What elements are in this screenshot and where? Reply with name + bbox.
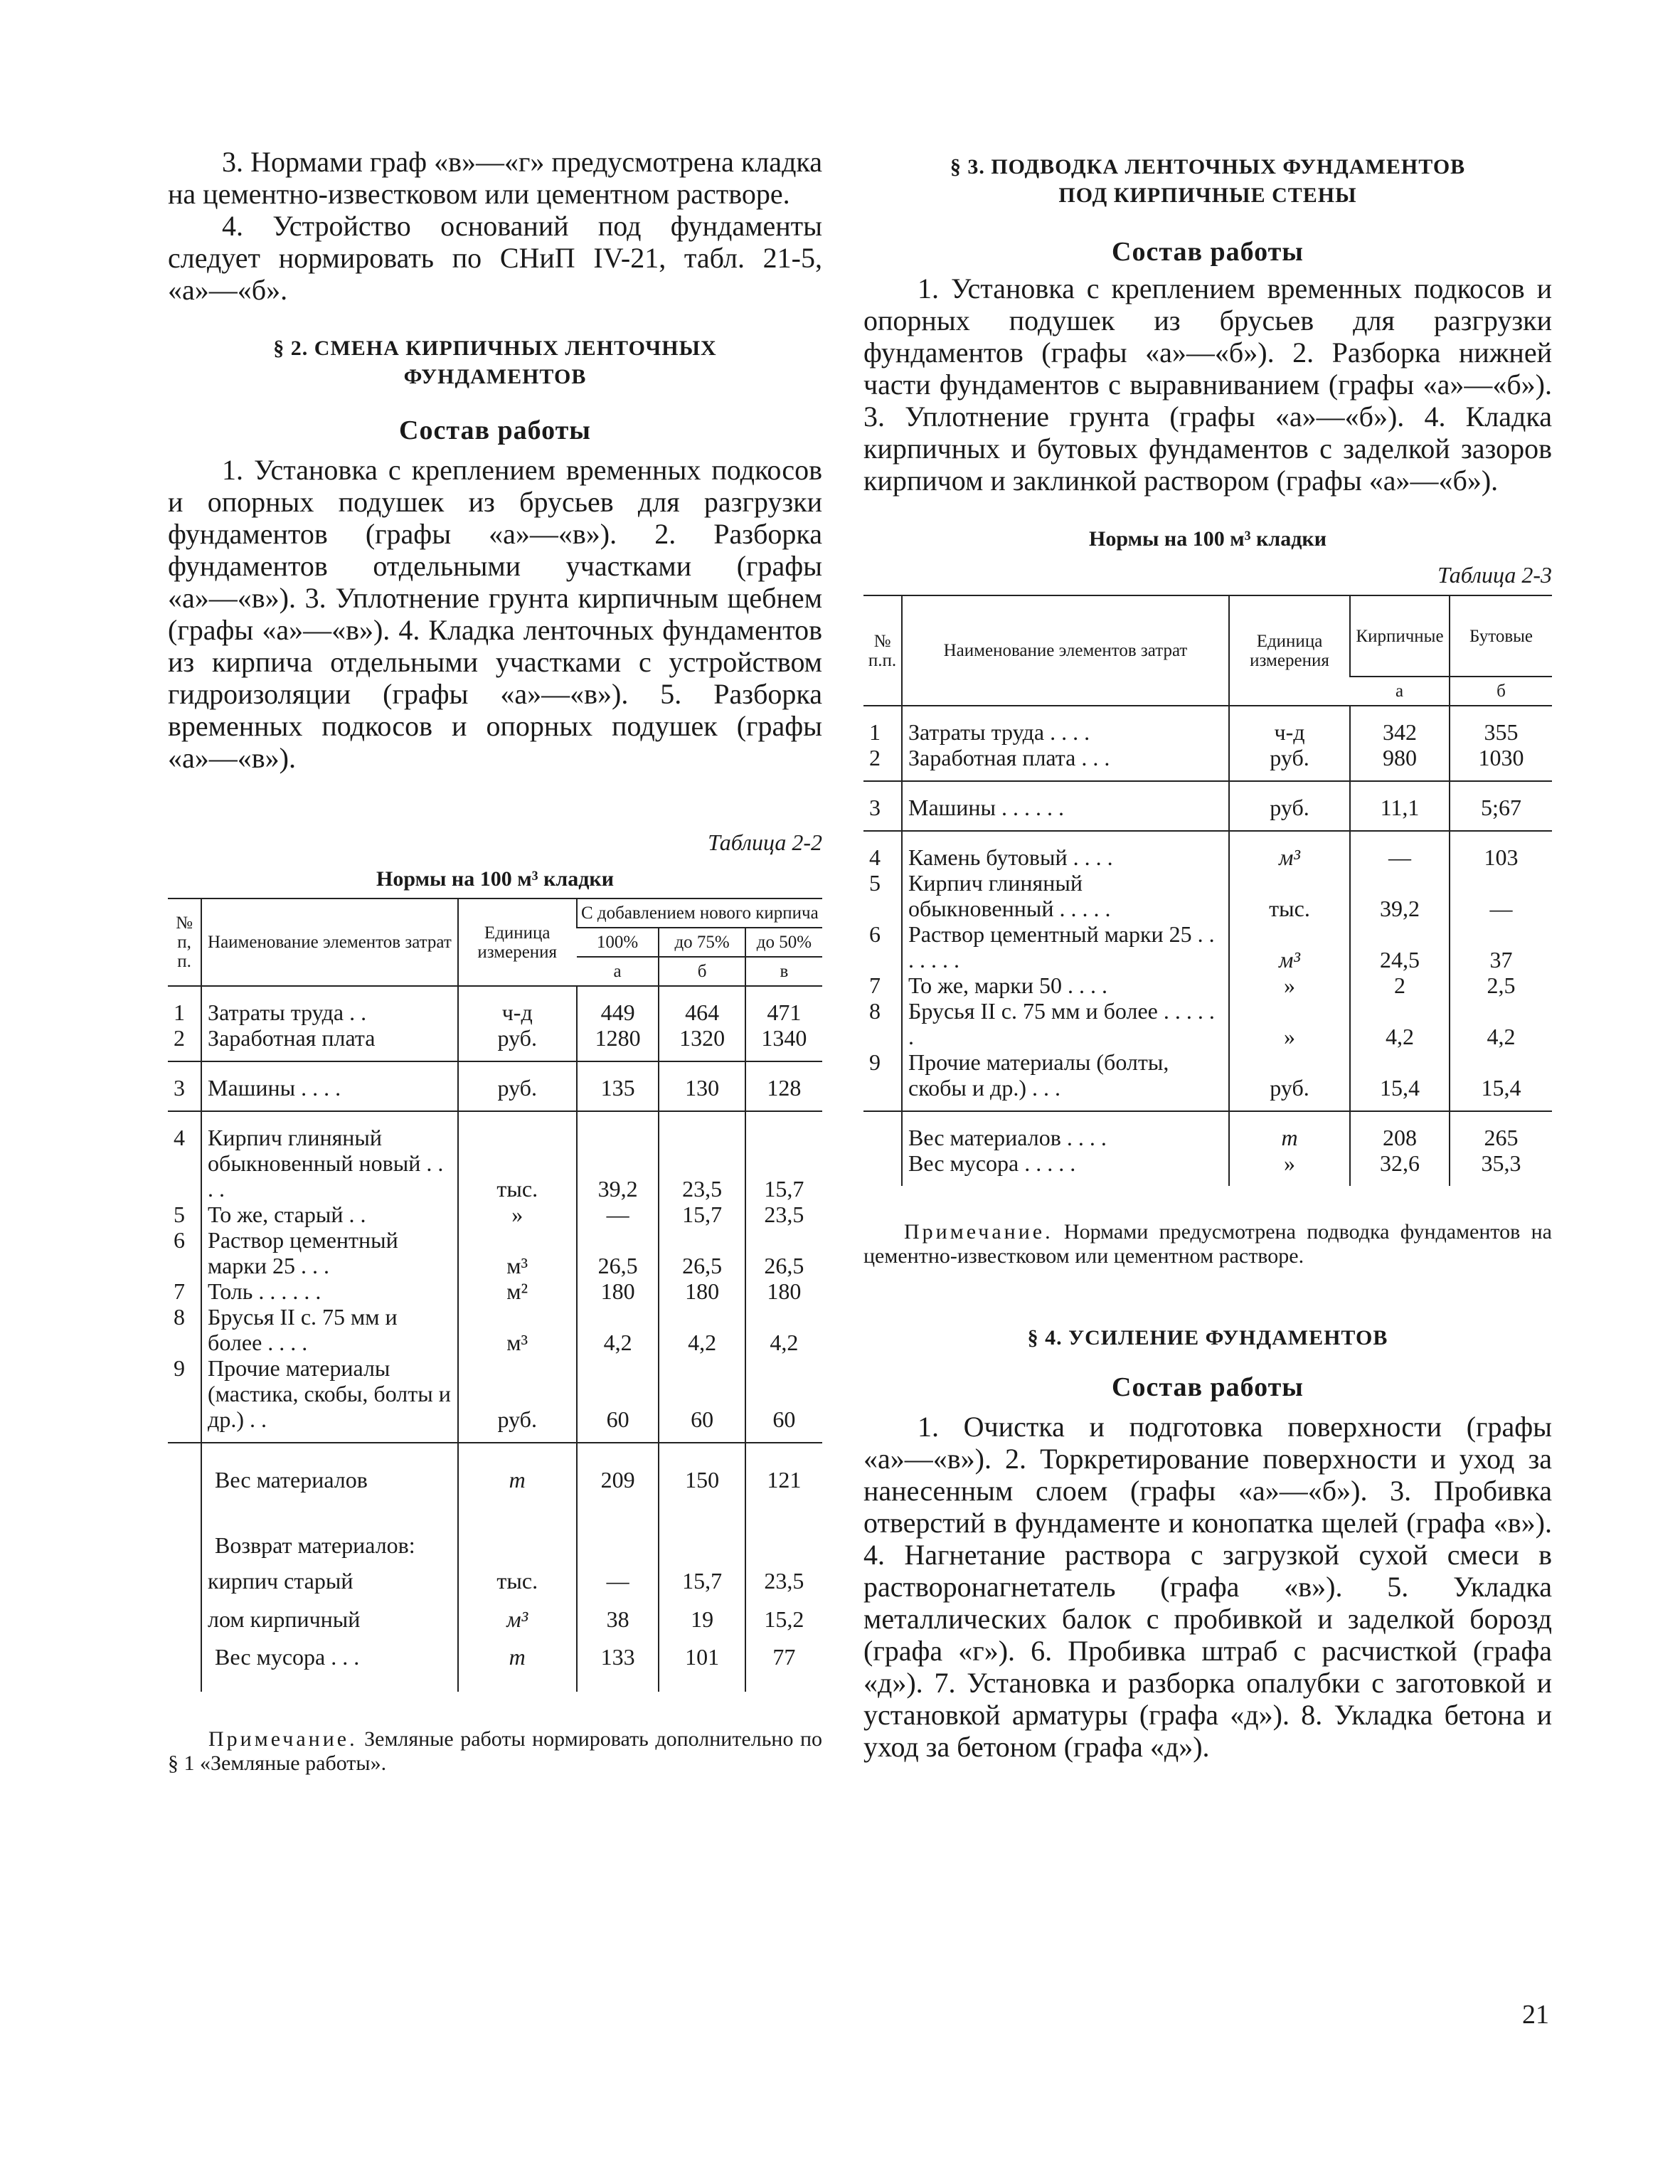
header-name: Наименование элементов затрат [201,898,458,986]
row-number [863,1111,902,1150]
row-unit: руб. [458,1355,577,1443]
table-note [168,1727,822,1776]
row-unit: руб. [1229,745,1350,781]
row-value-c: 26,5 [745,1227,822,1278]
row-number: 2 [168,1025,201,1061]
row-value-c: 4,2 [745,1304,822,1355]
row-name: Кирпич глиняный обыкновенный . . . . . [902,870,1229,921]
row-unit: тыс. [458,1558,577,1594]
table-row [168,1632,822,1692]
table-row [168,1278,822,1304]
row-number: 4 [869,844,881,870]
row-value-a: 180 [577,1278,659,1304]
work-description: 1. Установка с креплением временных подкосов и опорных подушек из брусьев для разгрузки фундаментов (графы «а»—«в»). 2. Разборка фундаментов отдельными участками (графы «а»—«в»). 3. Уплотнение грунта кирпичным щебнем (графы «а»—«в»). 4. Кладка ленточных фундаментов из кирпича отдельными участками с устройством гидроизоляции (графы «а»—«в»). 5. Разборка временных подкосов и опорных подушек (графы «а»—«в»). [168,454,822,774]
table-row [168,1025,822,1061]
row-number: 9 [863,1049,902,1111]
row-name: Заработная плата . . . [902,745,1229,781]
row-value-a: 39,2 [577,1111,659,1202]
row-unit: тыс. [1229,870,1350,921]
header-unit: Единица измерения [1229,595,1350,706]
table-row [863,781,1552,831]
row-value-a: 15,4 [1350,1049,1450,1111]
row-name: Возврат материалов: [201,1493,458,1558]
row-value-c: 23,5 [745,1202,822,1227]
header-number: № п, п. [168,898,201,986]
row-value-b: 2,5 [1450,972,1552,998]
row-value-a: 38 [577,1594,659,1632]
row-value-a: 4,2 [577,1304,659,1355]
row-value-c: 1340 [745,1025,822,1061]
note-text: Земляные работы нормировать дополнительно по § 1 «Земляные работы». [168,1727,822,1775]
row-name: кирпич старый [201,1558,458,1594]
row-value-b: 355 [1450,706,1552,745]
row-value-a: 980 [1350,745,1450,781]
left-column [168,146,822,1797]
row-unit: ч-д [1229,706,1350,745]
row-value-b: 1030 [1450,745,1552,781]
row-name: Заработная плата [201,1025,458,1061]
row-number [168,1443,201,1493]
row-value-a [577,1493,659,1558]
row-value-b: 60 [659,1355,745,1443]
header-name: Наименование элементов затрат [902,595,1229,706]
row-name: Вес мусора . . . [201,1632,458,1692]
note-label: Примечание. [904,1220,1053,1244]
section-2-title-line2: ФУНДАМЕНТОВ [403,365,587,388]
paragraph-4: 4. Устройство оснований под фундаменты следует нормировать по СНиП IV-21, табл. 21-5, «а»—«б». [168,210,822,306]
row-name: Вес материалов . . . . [902,1111,1229,1150]
row-value-b: 265 [1450,1111,1552,1150]
table-row [863,831,1552,870]
header-letter-b: б [1450,677,1552,706]
row-unit: руб. [458,1061,577,1111]
note-label: Примечание. [208,1727,358,1751]
section-4-title: § 4. УСИЛЕНИЕ ФУНДАМЕНТОВ [1027,1326,1388,1350]
row-number: 1 [174,1000,185,1025]
header-unit: Единица измерения [458,898,577,986]
row-number [168,1558,201,1594]
table-row [168,1061,822,1111]
row-name: Машины . . . . . . [902,781,1229,831]
row-name: Толь . . . . . . [201,1278,458,1304]
row-number: 4 [174,1125,185,1150]
row-unit: м² [458,1278,577,1304]
row-unit: руб. [458,1025,577,1061]
row-unit: ч-д [458,986,577,1025]
section-2-title-line1: § 2. СМЕНА КИРПИЧНЫХ ЛЕНТОЧНЫХ [273,336,717,360]
row-number [168,1493,201,1558]
row-value-a: — [577,1202,659,1227]
row-value-b: — [1450,870,1552,921]
row-unit: » [458,1202,577,1227]
row-unit: » [1229,998,1350,1049]
table-caption: Нормы на 100 м³ кладки [376,867,614,891]
row-value-b: 26,5 [659,1227,745,1278]
table-row [168,1202,822,1227]
row-name: Затраты труда . . . . [902,706,1229,745]
row-value-a: — [577,1558,659,1594]
row-value-c: 15,7 [745,1111,822,1202]
row-value-a: 4,2 [1350,998,1450,1049]
work-description-2: 1. Очистка и подготовка поверхности (графы «а»—«в»). 2. Торкретирование поверхности и уход за нанесенным слоем (графы «а»—«б»). 3. Пробивка отверстий в фундаменте и конопатка щелей (графа «в»). 4. Нагнетание раствора с загрузкой сухой смеси в растворонагнетатель (графа «в»). 5. Укладка металлических балок с пробивкой и заделкой борозд (графа «г»). 6. Пробивка штраб с расчисткой (графа «д»). 7. Установка и разборка опалубки с заготовкой и установкой арматуры (графа «д»). 8. Укладка бетона и уход за бетоном (графа «д»). [863,1411,1552,1763]
table-row [863,1150,1552,1186]
row-value-b: 150 [659,1443,745,1493]
table-row [863,972,1552,998]
right-column [863,153,1552,1763]
row-value-b: 464 [659,986,745,1025]
row-value-c: 471 [745,986,822,1025]
row-value-b: 1320 [659,1025,745,1061]
row-unit: м³ [458,1227,577,1278]
table-row [168,1111,822,1202]
row-value-b: 15,7 [659,1558,745,1594]
header-letter-c: в [745,957,822,986]
row-number [863,1150,902,1186]
row-value-a: 135 [577,1061,659,1111]
header-letter-b: б [659,957,745,986]
work-heading: Состав работы [399,415,591,445]
row-value-a: 11,1 [1350,781,1450,831]
row-value-a: 24,5 [1350,921,1450,972]
row-name: Прочие материалы (болты, скобы и др.) . . . [902,1049,1229,1111]
table-row [168,986,822,1025]
note-text: Нормами предусмотрена подводка фундаментов на цементно-известковом или цементном растворе. [863,1220,1552,1268]
section-3-title [863,153,1552,210]
row-unit: м³ [1229,831,1350,870]
row-value-b: 15,7 [659,1202,745,1227]
row-name: Камень бутовый . . . . [902,831,1229,870]
header-letter-a: а [577,957,659,986]
row-value-b: 4,2 [659,1304,745,1355]
row-value-a: 209 [577,1443,659,1493]
row-number: 2 [863,745,902,781]
header-col-3: до 50% [745,928,822,957]
table-row [168,1443,822,1493]
page-number: 21 [1522,2000,1549,2030]
table-row [863,706,1552,745]
header-col-1: 100% [577,928,659,957]
row-value-a: 1280 [577,1025,659,1061]
row-value-b: 180 [659,1278,745,1304]
header-number: № п.п. [863,595,902,706]
row-name: Затраты труда . . [201,986,458,1025]
row-value-b: 15,4 [1450,1049,1552,1111]
row-value-c: 23,5 [745,1558,822,1594]
row-value-a: 342 [1350,706,1450,745]
row-value-b: 103 [1450,831,1552,870]
row-unit: т [458,1632,577,1692]
header-col-1: Кирпичные [1350,595,1450,677]
row-value-b [659,1493,745,1558]
section-2-title [168,334,822,391]
row-value-b: 5;67 [1450,781,1552,831]
row-value-a: 449 [577,986,659,1025]
row-number [168,1594,201,1632]
row-value-c: 60 [745,1355,822,1443]
table-row [168,1355,822,1443]
table-row [168,1594,822,1632]
work-heading-2: Состав работы [1112,1372,1304,1402]
row-value-c: 180 [745,1278,822,1304]
row-value-a: 60 [577,1355,659,1443]
row-number: 3 [168,1061,201,1111]
paragraph-3: 3. Нормами граф «в»—«г» предусмотрена кладка на цементно-известковом или цементном растворе. [168,146,822,210]
section-3-title-line1: § 3. ПОДВОДКА ЛЕНТОЧНЫХ ФУНДАМЕНТОВ [950,155,1466,179]
table-row [863,1111,1552,1150]
row-number: 9 [168,1355,201,1443]
norms-table-2-2 [168,898,822,1692]
row-unit: т [458,1443,577,1493]
row-value-b: 130 [659,1061,745,1111]
row-unit: » [1229,972,1350,998]
row-number: 7 [869,972,881,998]
row-unit: м³ [1229,921,1350,972]
row-name: Брусья II с. 75 мм и более . . . . . . [902,998,1229,1049]
row-unit: руб. [1229,1049,1350,1111]
section-3-title-line2: ПОД КИРПИЧНЫЕ СТЕНЫ [1058,184,1357,207]
row-number: 6 [174,1227,185,1253]
row-value-b: 19 [659,1594,745,1632]
row-value-b: 4,2 [1450,998,1552,1049]
row-name: То же, старый . . [201,1202,458,1227]
row-value-a: 2 [1350,972,1450,998]
row-value-a: 39,2 [1350,870,1450,921]
row-name: Вес материалов [201,1443,458,1493]
row-name: Прочие материалы (мастика, скобы, болты и др.) . . [201,1355,458,1443]
row-unit: м³ [458,1594,577,1632]
row-number: 1 [869,719,881,745]
row-number [168,1632,201,1692]
row-value-c: 77 [745,1632,822,1692]
header-group: С добавлением нового кирпича [577,898,822,928]
row-number: 8 [174,1304,185,1330]
table-row [168,1304,822,1355]
row-unit: т [1229,1111,1350,1150]
row-unit: тыс. [458,1111,577,1202]
row-number: 5 [174,1202,185,1227]
row-name: Кирпич глиняный обыкновенный новый . . . . [201,1111,458,1202]
row-name: Вес мусора . . . . . [902,1150,1229,1186]
header-col-2: Бутовые [1450,595,1552,677]
row-name: Брусья II с. 75 мм и более . . . . [201,1304,458,1355]
row-unit: руб. [1229,781,1350,831]
row-value-a: 32,6 [1350,1150,1450,1186]
row-name: То же, марки 50 . . . . [902,972,1229,998]
row-value-c: 128 [745,1061,822,1111]
table-row [168,1227,822,1278]
row-value-a: — [1350,831,1450,870]
table-note [863,1220,1552,1268]
row-name: Машины . . . . [201,1061,458,1111]
row-value-c [745,1493,822,1558]
table-label: Таблица 2-3 [1437,562,1552,588]
table-row [863,870,1552,921]
row-unit [458,1493,577,1558]
norms-table-2-3 [863,595,1552,1186]
row-unit: » [1229,1150,1350,1186]
row-name: Раствор цементный марки 25 . . . . . . . [902,921,1229,972]
header-col-2: до 75% [659,928,745,957]
row-value-c: 121 [745,1443,822,1493]
row-number: 3 [863,781,902,831]
row-value-c: 15,2 [745,1594,822,1632]
row-value-b: 37 [1450,921,1552,972]
row-number: 5 [869,870,881,896]
row-value-a: 133 [577,1632,659,1692]
row-value-b: 23,5 [659,1111,745,1202]
row-name: Раствор цементный марки 25 . . . [201,1227,458,1278]
row-value-b: 35,3 [1450,1150,1552,1186]
table-row [863,998,1552,1049]
table-row [863,745,1552,781]
table-row [168,1558,822,1594]
row-unit: м³ [458,1304,577,1355]
row-value-a: 208 [1350,1111,1450,1150]
row-value-a: 26,5 [577,1227,659,1278]
row-number: 8 [869,998,881,1024]
row-name: лом кирпичный [201,1594,458,1632]
row-number: 7 [174,1278,185,1304]
header-letter-a: а [1350,677,1450,706]
row-number: 6 [869,921,881,947]
table-caption: Нормы на 100 м³ кладки [1089,527,1327,551]
table-row [863,1049,1552,1111]
table-row [863,921,1552,972]
table-label: Таблица 2-2 [708,829,822,855]
row-value-b: 101 [659,1632,745,1692]
work-heading: Состав работы [1112,237,1304,267]
work-description: 1. Установка с креплением временных подкосов и опорных подушек из брусьев для разгрузки фундаментов (графы «а»—«б»). 2. Разборка нижней части фундаментов с выравниванием (графы «а»—«б»). 3. Уплотнение грунта (графы «а»—«б»). 4. Кладка кирпичных и бутовых фундаментов с заделкой зазоров кирпичом и заклинкой раствором (графы «а»—«б»). [863,272,1552,497]
table-row [168,1493,822,1558]
